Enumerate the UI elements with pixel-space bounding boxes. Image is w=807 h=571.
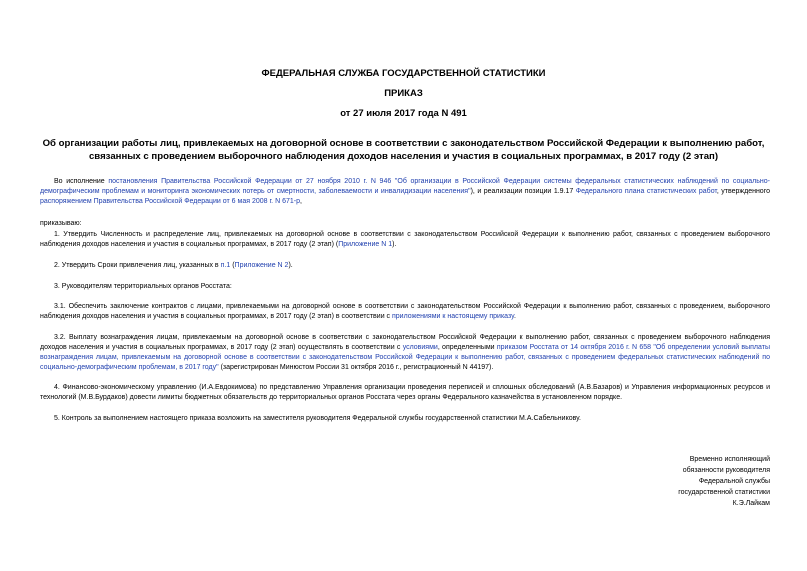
signatory-name: К.Э.Лайкам: [732, 500, 770, 507]
item-2: 2. Утвердить Сроки привлечения лиц, указанных в п.1 (Приложение N 2).: [54, 262, 293, 269]
document-type: ПРИКАЗ: [384, 88, 423, 99]
signature-line: Временно исполняющий: [689, 456, 770, 463]
item-3-2: 3.2. Выплату вознаграждения лицам, привлекаемым на договорной основе в соответствии с законодательством Российской Федерации к выполнению работ, связанных с проведением выборочного наблюдения доходов населения и участия в социальных программах, в 2017 году (2 этап) осуществлять в соответствии с условиями, определенными приказом Росстата от 14 октября 2016 г. N 658 "Об определении условий выплаты вознаграждения лицам, привлекаемым на договорной основе в соответствии с законодательством Российской Федерации к выполнению работ, связанных с проведением федеральных статистических наблюдений по социально-демографическим проблемам, в 2017 году" (зарегистрирован Минюстом России 31 октября 2016 г., регистрационный N 44197).: [40, 334, 770, 371]
signature-line: обязанности руководителя: [682, 467, 770, 474]
document-title: Об организации работы лиц, привлекаемых на договорной основе в соответствии с законодательством Российской Федерации к выполнению работ, связанных с проведением выборочного наблюдения доходов населения и участия в социальных программах, в 2017 году (2 этап): [42, 138, 765, 162]
document-date: от 27 июля 2017 года N 491: [340, 108, 467, 119]
link-order-671[interactable]: распоряжением Правительства Российской Федерации от 6 мая 2008 г. N 671-р: [40, 198, 300, 205]
link-point-1[interactable]: п.1: [220, 262, 231, 269]
intro-paragraph: Во исполнение постановления Правительства Российской Федерации от 27 ноября 2010 г. N 946 "Об организации в Российской Федерации системы федеральных статистических наблюдений по социально-демографическим проблемам и мониторинга экономических потерь от смертности, заболеваемости и инвалидизации населения"), и реализации позиции 1.9.17 Федерального плана статистических работ, утвержденного распоряжением Правительства Российской Федерации от 6 мая 2008 г. N 671-р,: [40, 178, 770, 205]
link-government-decree-946[interactable]: постановления Правительства Российской Федерации от 27 ноября 2010 г. N 946 "Об организации в Российской Федерации системы федеральных статистических наблюдений по социально-демографическим проблемам и мониторинга экономических потерь от смертности, заболеваемости и инвалидизации населения": [40, 178, 770, 195]
signature-line: государственной статистики: [678, 489, 770, 496]
agency-heading: ФЕДЕРАЛЬНАЯ СЛУЖБА ГОСУДАРСТВЕННОЙ СТАТИСТИКИ: [261, 68, 546, 79]
link-appendix-1[interactable]: Приложение N 1: [338, 241, 393, 248]
order-word: приказываю:: [40, 220, 82, 227]
link-rosstat-order-658[interactable]: приказом Росстата от 14 октября 2016 г. N 658 "Об определении условий выплаты вознаграждения лицам, привлекаемым на договорной основе в соответствии с законодательством Российской Федерации к выполнению работ, связанных с проведением федеральных статистических наблюдений по социально-демографическим проблемам, в 2017 году": [40, 344, 770, 371]
signature-line: Федеральной службы: [698, 478, 770, 485]
item-3: 3. Руководителям территориальных органов Росстата:: [54, 283, 232, 290]
item-4: 4. Финансово-экономическому управлению (И.А.Евдокимова) по представлению Управления организации проведения переписей и сплошных обследований (А.В.Базаров) и Управления информационных ресурсов и технологий (М.В.Бурдаков) довести лимиты бюджетных обязательств до территориальных органов Росстата через органы Федерального казначейства в установленном порядке.: [40, 384, 770, 401]
signature-block: [660, 454, 770, 509]
item-5: 5. Контроль за выполнением настоящего приказа возложить на заместителя руководителя Федеральной службы государственной статистики М.А.Сабельникову.: [54, 415, 581, 422]
item-1: 1. Утвердить Численность и распределение лиц, привлекаемых на договорной основе в соответствии с законодательством Российской Федерации к выполнению работ, связанных с проведением выборочного наблюдения доходов населения и участия в социальных программах, в 2017 году (2 этап) (Приложение N 1).: [40, 231, 770, 248]
item-3-1: 3.1. Обеспечить заключение контрактов с лицами, привлекаемыми на договорной основе в соответствии с законодательством Российской Федерации к выполнению работ, связанных с проведением, выборочного наблюдения доходов населения и участия в социальных программах, в 2017 году (2 этап) в соответствии с приложениями к настоящему приказу.: [40, 303, 770, 320]
link-conditions[interactable]: условиями: [402, 344, 438, 351]
link-appendix-2[interactable]: Приложение N 2: [234, 262, 289, 269]
link-federal-plan[interactable]: Федерального плана статистических работ: [575, 188, 717, 195]
link-appendices[interactable]: приложениями к настоящему приказу: [392, 313, 514, 320]
